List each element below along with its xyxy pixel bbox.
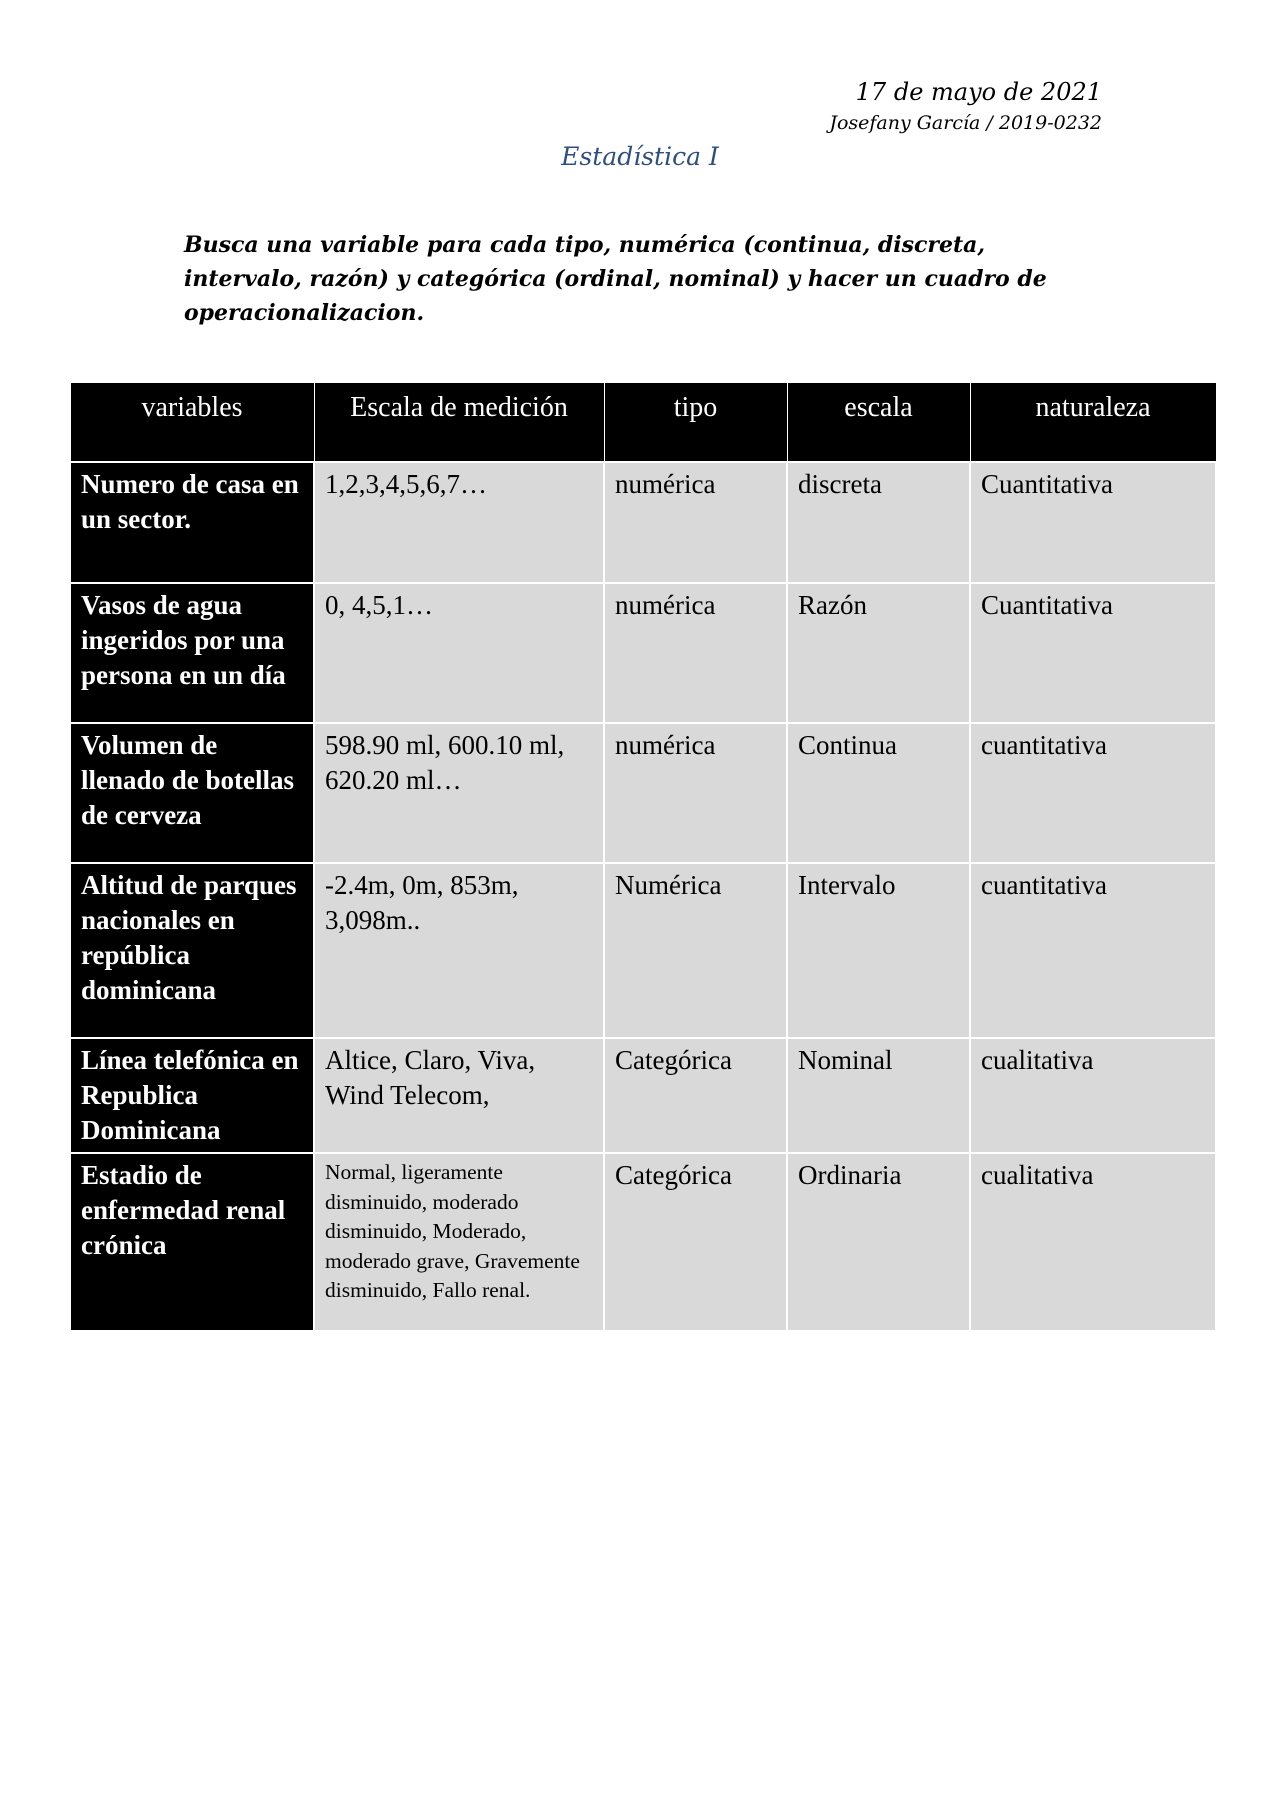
escala-cell: discreta — [787, 462, 970, 583]
medicion-cell: 1,2,3,4,5,6,7… — [314, 462, 604, 583]
operationalization-table — [69, 382, 1217, 1332]
table-row — [70, 1153, 1216, 1331]
naturaleza-cell: cualitativa — [970, 1038, 1216, 1153]
naturaleza-cell: Cuantitativa — [970, 462, 1216, 583]
medicion-cell: 598.90 ml, 600.10 ml, 620.20 ml… — [314, 723, 604, 863]
medicion-cell: Normal, ligeramente disminuido, moderado disminuido, Moderado, moderado grave, Gravemente disminuido, Fallo renal. — [314, 1153, 604, 1331]
medicion-cell: -2.4m, 0m, 853m, 3,098m.. — [314, 863, 604, 1038]
escala-cell: Continua — [787, 723, 970, 863]
header-escala: escala — [787, 383, 970, 463]
medicion-cell: Altice, Claro, Viva, Wind Telecom, — [314, 1038, 604, 1153]
table-row — [70, 723, 1216, 863]
variable-cell: Vasos de agua ingeridos por una persona en un día — [70, 583, 314, 723]
header-naturaleza: naturaleza — [970, 383, 1216, 463]
variable-cell: Estadio de enfermedad renal crónica — [70, 1153, 314, 1331]
author-line: Josefany García / 2019-0232 — [829, 112, 1102, 134]
variable-cell: Línea telefónica en Republica Dominicana — [70, 1038, 314, 1153]
variable-cell: Numero de casa en un sector. — [70, 462, 314, 583]
table-row — [70, 583, 1216, 723]
document-date: 17 de mayo de 2021 — [855, 78, 1102, 106]
escala-cell: Ordinaria — [787, 1153, 970, 1331]
subject-title: Estadística I — [561, 142, 719, 171]
tipo-cell: numérica — [604, 583, 787, 723]
table-row — [70, 462, 1216, 583]
header-variables: variables — [70, 383, 314, 463]
tipo-cell: numérica — [604, 723, 787, 863]
tipo-cell: Numérica — [604, 863, 787, 1038]
escala-cell: Intervalo — [787, 863, 970, 1038]
tipo-cell: Categórica — [604, 1038, 787, 1153]
tipo-cell: numérica — [604, 462, 787, 583]
variable-cell: Altitud de parques nacionales en república dominicana — [70, 863, 314, 1038]
table-header-row — [70, 383, 1216, 463]
table-row — [70, 863, 1216, 1038]
escala-cell: Razón — [787, 583, 970, 723]
header-tipo: tipo — [604, 383, 787, 463]
variable-cell: Volumen de llenado de botellas de cerveza — [70, 723, 314, 863]
naturaleza-cell: Cuantitativa — [970, 583, 1216, 723]
naturaleza-cell: cuantitativa — [970, 863, 1216, 1038]
table-row — [70, 1038, 1216, 1153]
assignment-instructions: Busca una variable para cada tipo, numérica (continua, discreta, intervalo, razón) y categórica (ordinal, nominal) y hacer un cuadro de operacionalizacion. — [184, 232, 1047, 326]
naturaleza-cell: cuantitativa — [970, 723, 1216, 863]
tipo-cell: Categórica — [604, 1153, 787, 1331]
medicion-cell: 0, 4,5,1… — [314, 583, 604, 723]
escala-cell: Nominal — [787, 1038, 970, 1153]
header-escala-medicion: Escala de medición — [314, 383, 604, 463]
naturaleza-cell: cualitativa — [970, 1153, 1216, 1331]
